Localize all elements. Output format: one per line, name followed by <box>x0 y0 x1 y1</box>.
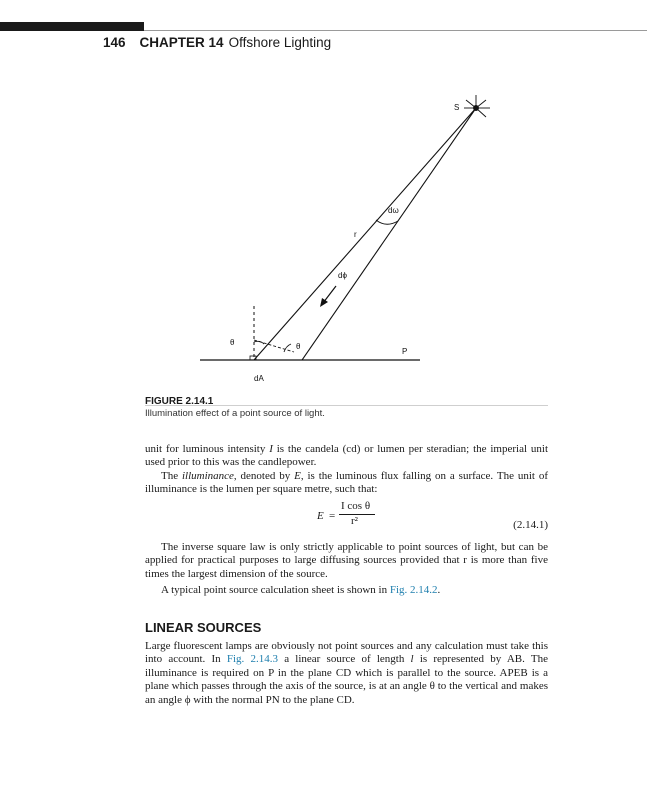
figure-label: FIGURE 2.14.1 <box>145 396 214 407</box>
label-solid-angle: dω <box>388 206 399 215</box>
page-number: 146 <box>103 35 126 50</box>
chapter-title: Offshore Lighting <box>228 35 332 50</box>
label-flux: dϕ <box>338 271 347 280</box>
label-point: P <box>402 347 408 356</box>
equation-equals: = <box>329 510 336 522</box>
paragraph-illuminance: The illuminance, denoted by E, is the luminous flux falling on a surface. The unit of illuminance is the lumen per square metre, such that: <box>145 470 548 496</box>
illumination-figure <box>190 90 510 390</box>
paragraph-intensity-unit: unit for luminous intensity I is the candela (cd) or lumen per steradian; the imperial unit used prior to this was the candlepower. <box>145 443 548 469</box>
equation-denominator: r² <box>351 515 358 527</box>
chapter-label: CHAPTER 14 <box>139 35 224 50</box>
angle-arc-left <box>254 341 264 344</box>
label-angle-left: θ <box>230 338 235 347</box>
paragraph-linear-sources: Large fluorescent lamps are obviously not point sources and any calculation must take this into account. In Fig. 2.14.3 a linear source of length l is represented by AB. The illuminance is required on P in the plane CD which is parallel to the source. APEB is a plane which passes through the axis of the source, is at an angle θ to the vertical and makes an angle ϕ with the normal PN to the plane CD. <box>145 640 549 706</box>
header-rule <box>144 30 647 31</box>
figure-link-2-14-2[interactable]: Fig. 2.14.2 <box>389 584 438 596</box>
paragraph-inverse-square: The inverse square law is only strictly applicable to point sources of light, but can be applied for practical purposes to large diffusing sources provided that r is more than five times the largest dimension of the source. <box>145 541 548 580</box>
figure-caption: Illumination effect of a point source of light. <box>145 408 325 419</box>
label-source: S <box>454 103 460 112</box>
light-source-icon <box>464 95 490 117</box>
equation-number: (2.14.1) <box>513 519 548 531</box>
label-area: dA <box>254 374 264 383</box>
header-bar <box>0 22 144 31</box>
ray-left <box>254 108 476 360</box>
flux-arrow-icon <box>320 286 336 307</box>
equation-lhs: E <box>317 510 324 522</box>
label-angle-right: θ <box>296 342 301 351</box>
section-heading: LINEAR SOURCES <box>145 620 262 635</box>
figure-link-2-14-3[interactable]: Fig. 2.14.3 <box>226 653 278 666</box>
equation-2-14-1 <box>145 500 548 532</box>
equation-numerator: I cos θ <box>341 500 371 512</box>
paragraph-calc-sheet: A typical point source calculation sheet is shown in Fig. 2.14.2. <box>161 584 441 596</box>
label-distance: r <box>354 230 357 239</box>
ray-right <box>302 108 476 360</box>
running-header <box>103 35 331 50</box>
solid-angle-arc <box>376 220 398 224</box>
